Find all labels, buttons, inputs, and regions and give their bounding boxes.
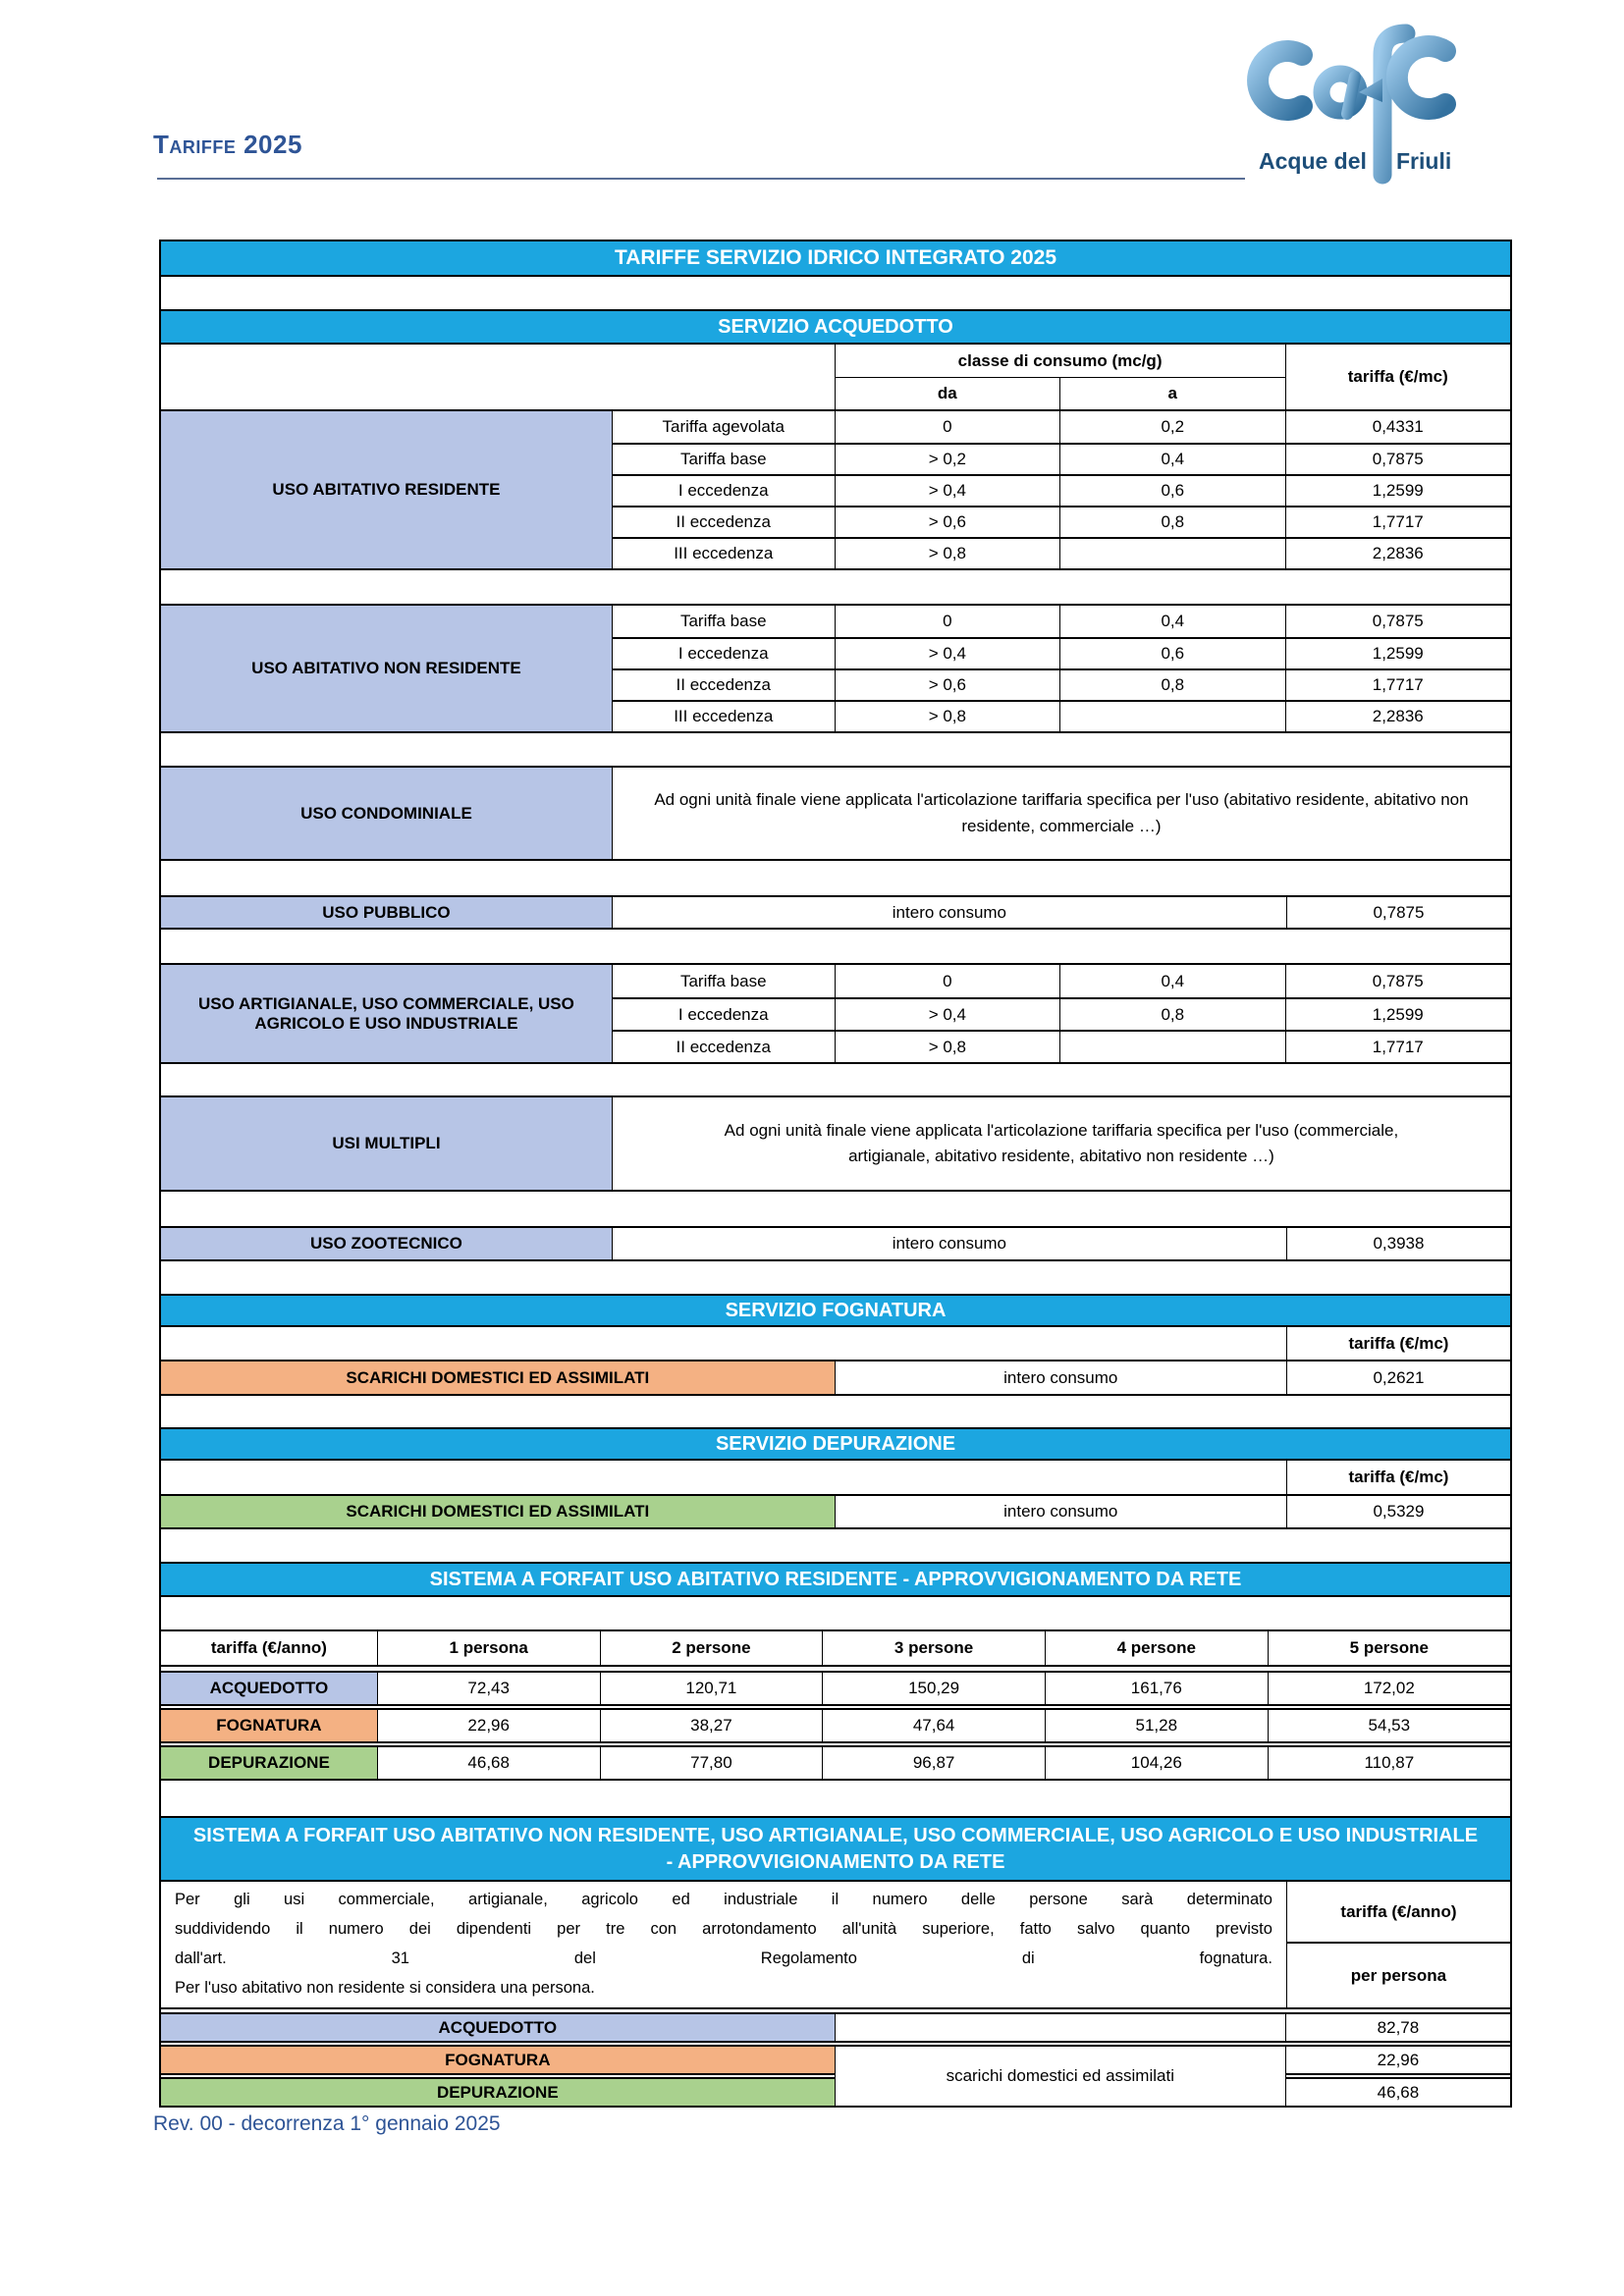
merged-scarichi-cell: scarichi domestici ed assimilati: [835, 2045, 1286, 2108]
value-cell: 110,87: [1268, 1747, 1510, 1779]
empty-cell: [161, 1327, 1286, 1360]
multipli-text: Ad ogni unità finale viene applicata l'articolazione tariffaria specifica per l'uso (commerciale, artigianale, abitativo residente, abitativo non residente …): [612, 1097, 1510, 1190]
tariffa-cell: 0,7875: [1285, 443, 1510, 474]
value-cell: 120,71: [600, 1673, 823, 1704]
da-cell: > 0,4: [835, 997, 1059, 1030]
tariffa-cell: 2,2836: [1285, 700, 1510, 731]
consumo-cell: intero consumo: [835, 1496, 1286, 1527]
voce-cell: III eccedenza: [612, 537, 835, 568]
document-label: Tariffe 2025: [153, 130, 302, 159]
a-cell: [1059, 700, 1284, 731]
row-label: SCARICHI DOMESTICI ED ASSIMILATI: [161, 1496, 835, 1527]
fognatura-tariffa-header-row: [161, 1327, 1510, 1360]
tariffa-cell: 0,3938: [1286, 1228, 1510, 1259]
forfait-header-row: [161, 1629, 1510, 1667]
tariffa-cell: 0,7875: [1285, 606, 1510, 637]
main-title-band: TARIFFE SERVIZIO IDRICO INTEGRATO 2025: [161, 241, 1510, 277]
voce-cell: II eccedenza: [612, 668, 835, 700]
row-label: ACQUEDOTTO: [161, 2012, 835, 2043]
tariffa-cell: 1,7717: [1285, 506, 1510, 537]
classe-di-consumo-header: classe di consumo (mc/g): [835, 345, 1285, 377]
value-cell: 172,02: [1268, 1673, 1510, 1704]
value-cell: 150,29: [822, 1673, 1045, 1704]
spacer: [161, 1597, 1510, 1629]
row-label: DEPURAZIONE: [161, 2077, 835, 2108]
consumo-cell: intero consumo: [612, 1228, 1286, 1259]
spacer: [161, 570, 1510, 604]
voce-cell: I eccedenza: [612, 474, 835, 506]
a-cell: [1059, 1030, 1284, 1062]
da-header: da: [835, 377, 1059, 409]
uso-artigianale-block: [161, 963, 1510, 1064]
da-cell: 0: [835, 606, 1059, 637]
row-label: FOGNATURA: [161, 1710, 377, 1741]
uso-abitativo-non-residente-block: [161, 604, 1510, 733]
row-label: ACQUEDOTTO: [161, 1673, 377, 1704]
spacer: [161, 277, 1510, 309]
tariffa-header: tariffa (€/mc): [1286, 1461, 1510, 1494]
a-cell: 0,8: [1059, 668, 1284, 700]
a-cell: [1059, 537, 1284, 568]
voce-cell: III eccedenza: [612, 700, 835, 731]
forfait-col-header: 3 persone: [822, 1631, 1045, 1665]
revision-note: Rev. 00 - decorrenza 1° gennaio 2025: [153, 2112, 501, 2135]
tariffa-cell: 0,5329: [1286, 1496, 1510, 1527]
row-label: FOGNATURA: [161, 2045, 835, 2075]
depurazione-tariffa-header-row: [161, 1461, 1510, 1494]
spacer: [161, 733, 1510, 766]
spacer: [161, 1064, 1510, 1095]
da-cell: > 0,8: [835, 700, 1059, 731]
forfait-col-header: 2 persone: [600, 1631, 823, 1665]
da-cell: > 0,2: [835, 443, 1059, 474]
logo-text-friuli: Friuli: [1396, 148, 1452, 174]
section-band-acquedotto: SERVIZIO ACQUEDOTTO: [161, 309, 1510, 345]
row-label: USO PUBBLICO: [161, 897, 612, 928]
uso-pubblico-row: [161, 895, 1510, 930]
tariffa-cell: 82,78: [1286, 2012, 1510, 2043]
value-cell: 161,76: [1045, 1673, 1268, 1704]
tariffa-cell: 0,7875: [1286, 897, 1510, 928]
a-header: a: [1059, 377, 1284, 409]
logo-text-acque-del: Acque del: [1259, 148, 1367, 174]
value-cell: 22,96: [377, 1710, 600, 1741]
forfait-non-residente-rows: [161, 2012, 1510, 2108]
forfait-non-residente-note-block: [161, 1882, 1510, 2009]
forfait-col-header: tariffa (€/anno): [210, 1638, 327, 1657]
tariffa-header: tariffa (€/mc): [1286, 1327, 1510, 1360]
tariffa-cell: 0,7875: [1285, 965, 1510, 997]
voce-cell: II eccedenza: [612, 1030, 835, 1062]
a-cell: 0,6: [1059, 637, 1284, 668]
row-label: USO ABITATIVO RESIDENTE: [161, 411, 612, 568]
forfait-col-header: 5 persone: [1268, 1631, 1510, 1665]
a-cell: 0,2: [1059, 411, 1284, 443]
row-label: USO ABITATIVO NON RESIDENTE: [161, 606, 612, 731]
tariffa-cell: 0,2621: [1286, 1362, 1510, 1394]
note-line: dall'art. 31 del Regolamento di fognatura.: [175, 1949, 1272, 1967]
acquedotto-column-headers: [161, 345, 1510, 409]
cafc-logo: [1239, 22, 1473, 187]
da-cell: > 0,4: [835, 637, 1059, 668]
spacer: [161, 1529, 1510, 1562]
condominiale-text: Ad ogni unità finale viene applicata l'articolazione tariffaria specifica per l'uso (abitativo residente, abitativo non residente, commerciale …): [612, 768, 1510, 859]
tariffa-cell: 1,7717: [1285, 668, 1510, 700]
tariffa-cell: 2,2836: [1285, 537, 1510, 568]
a-cell: 0,4: [1059, 965, 1284, 997]
header-rule: [157, 178, 1245, 180]
voce-cell: Tariffa base: [612, 965, 835, 997]
forfait-col-header: 1 persona: [377, 1631, 600, 1665]
uso-condominiale-block: [161, 766, 1510, 861]
forfait-col-header: 4 persone: [1045, 1631, 1268, 1665]
da-cell: 0: [835, 411, 1059, 443]
tariffa-cell: 1,2599: [1285, 997, 1510, 1030]
voce-cell: Tariffa base: [612, 443, 835, 474]
da-cell: 0: [835, 965, 1059, 997]
tariffa-cell: 46,68: [1286, 2077, 1510, 2108]
spacer: [161, 1396, 1510, 1427]
row-label: USI MULTIPLI: [161, 1097, 612, 1190]
row-label: USO ZOOTECNICO: [161, 1228, 612, 1259]
da-cell: > 0,6: [835, 506, 1059, 537]
a-cell: 0,6: [1059, 474, 1284, 506]
uso-zootecnico-row: [161, 1226, 1510, 1261]
usi-multipli-block: [161, 1095, 1510, 1192]
tariffa-cell: 1,2599: [1285, 637, 1510, 668]
section-band-depurazione: SERVIZIO DEPURAZIONE: [161, 1427, 1510, 1461]
note-text: [161, 1882, 1286, 2007]
voce-cell: Tariffa agevolata: [612, 411, 835, 443]
spacer: [161, 930, 1510, 963]
forfait-row-depurazione: [161, 1745, 1510, 1781]
note-line: suddividendo il numero dei dipendenti per tre con arrotondamento all'unità superiore, fatto salvo quanto previsto: [175, 1920, 1272, 1938]
voce-cell: I eccedenza: [612, 637, 835, 668]
consumo-cell: intero consumo: [612, 897, 1286, 928]
spacer: [161, 1781, 1510, 1816]
row-label: USO ARTIGIANALE, USO COMMERCIALE, USO AGRICOLO E USO INDUSTRIALE: [161, 965, 612, 1062]
da-cell: > 0,8: [835, 1030, 1059, 1062]
note-line: Per gli usi commerciale, artigianale, agricolo ed industriale il numero delle persone sarà determinato: [175, 1891, 1272, 1908]
note-line: Per l'uso abitativo non residente si considera una persona.: [175, 1979, 595, 1997]
voce-cell: II eccedenza: [612, 506, 835, 537]
value-cell: 77,80: [600, 1747, 823, 1779]
value-cell: 54,53: [1268, 1710, 1510, 1741]
uso-abitativo-residente-block: [161, 409, 1510, 570]
value-cell: 51,28: [1045, 1710, 1268, 1741]
empty-cell: [835, 2012, 1286, 2043]
row-label: SCARICHI DOMESTICI ED ASSIMILATI: [161, 1362, 835, 1394]
da-cell: > 0,6: [835, 668, 1059, 700]
row-label: DEPURAZIONE: [161, 1747, 377, 1779]
spacer: [161, 861, 1510, 895]
voce-cell: I eccedenza: [612, 997, 835, 1030]
section-band-forfait-non-residente: SISTEMA A FORFAIT USO ABITATIVO NON RESIDENTE, USO ARTIGIANALE, USO COMMERCIALE, USO AGRICOLO E USO INDUSTRIALE - APPROVVIGIONAMENTO DA RETE: [161, 1816, 1510, 1882]
spacer: [161, 1192, 1510, 1226]
section-band-forfait-residente: SISTEMA A FORFAIT USO ABITATIVO RESIDENTE - APPROVVIGIONAMENTO DA RETE: [161, 1562, 1510, 1597]
a-cell: 0,8: [1059, 997, 1284, 1030]
forfait-row-acquedotto: [161, 1671, 1510, 1706]
a-cell: 0,4: [1059, 443, 1284, 474]
tariff-table: [159, 240, 1512, 2108]
tariffa-cell: 0,4331: [1285, 411, 1510, 443]
value-cell: 96,87: [822, 1747, 1045, 1779]
value-cell: 38,27: [600, 1710, 823, 1741]
tariffa-header: tariffa (€/mc): [1285, 345, 1510, 409]
value-cell: 46,68: [377, 1747, 600, 1779]
a-cell: 0,4: [1059, 606, 1284, 637]
tariffa-cell: 22,96: [1286, 2045, 1510, 2075]
scarichi-depurazione-row: [161, 1494, 1510, 1529]
value-cell: 72,43: [377, 1673, 600, 1704]
value-cell: 104,26: [1045, 1747, 1268, 1779]
a-cell: 0,8: [1059, 506, 1284, 537]
tariffa-cell: 1,2599: [1285, 474, 1510, 506]
tariffa-cell: 1,7717: [1285, 1030, 1510, 1062]
empty-header-area: [161, 345, 835, 409]
scarichi-fognatura-row: [161, 1360, 1510, 1396]
per-persona-header: per persona: [1286, 1944, 1510, 2007]
da-cell: > 0,4: [835, 474, 1059, 506]
spacer: [161, 1261, 1510, 1294]
voce-cell: Tariffa base: [612, 606, 835, 637]
da-cell: > 0,8: [835, 537, 1059, 568]
tariffa-anno-header: tariffa (€/anno): [1286, 1882, 1510, 1944]
forfait-row-fognatura: [161, 1708, 1510, 1743]
section-band-fognatura: SERVIZIO FOGNATURA: [161, 1294, 1510, 1327]
row-label: USO CONDOMINIALE: [161, 768, 612, 859]
consumo-cell: intero consumo: [835, 1362, 1286, 1394]
value-cell: 47,64: [822, 1710, 1045, 1741]
empty-cell: [161, 1461, 1286, 1494]
